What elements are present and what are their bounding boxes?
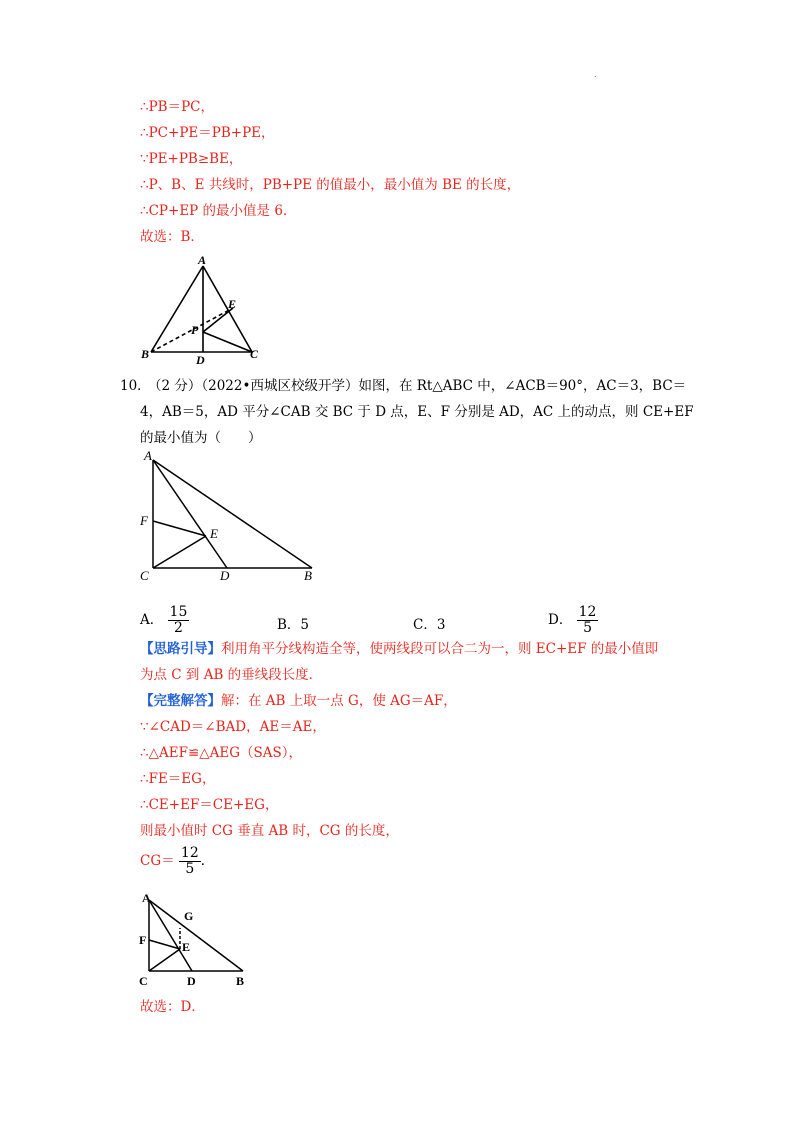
figure-triangle-abc-p bbox=[138, 252, 268, 367]
label-f: F bbox=[140, 513, 148, 528]
answer-line: ∵∠CAD＝∠BAD，AE＝AE， bbox=[140, 719, 326, 735]
page-marker: . bbox=[594, 70, 597, 79]
numerator: 12 bbox=[578, 604, 597, 620]
cg-prefix: CG＝ bbox=[140, 853, 175, 869]
final-choice: 故选：D． bbox=[140, 999, 205, 1015]
solution-line: ∴CP+EP 的最小值是 6． bbox=[140, 203, 297, 219]
label-g: G bbox=[184, 909, 194, 923]
question-line: 的最小值为（ ） bbox=[140, 430, 262, 446]
solution-line: ∵PE+PB≥BE， bbox=[140, 151, 243, 167]
label-c: C bbox=[140, 568, 149, 583]
option-d-label: D． bbox=[548, 612, 573, 628]
figure-solution bbox=[136, 888, 256, 990]
question-line: 4，AB＝5，AD 平分∠CAB 交 BC 于 D 点，E、F 分别是 AD，AC 上的动点，则 CE+EF bbox=[140, 404, 694, 420]
label-c: C bbox=[250, 347, 259, 361]
question-number: 10． bbox=[120, 378, 151, 394]
label-b: B bbox=[304, 568, 312, 583]
denominator: 5 bbox=[185, 861, 195, 877]
option-d[interactable] bbox=[548, 605, 598, 636]
label-a: A bbox=[142, 891, 151, 905]
hint-line: 为点 C 到 AB 的垂线段长度． bbox=[140, 667, 323, 683]
numerator: 12 bbox=[180, 845, 199, 861]
solution-line: ∴PC+PE＝PB+PE， bbox=[140, 125, 275, 141]
label-b: B bbox=[141, 347, 150, 361]
label-b: B bbox=[236, 974, 245, 988]
label-a: A bbox=[198, 253, 207, 267]
option-a-label: A． bbox=[140, 612, 164, 628]
label-d: D bbox=[196, 353, 205, 367]
denominator: 2 bbox=[174, 620, 183, 636]
cg-fraction bbox=[179, 846, 201, 877]
label-e: E bbox=[210, 526, 218, 541]
solution-line: 故选：B． bbox=[140, 229, 204, 245]
figure-right-triangle bbox=[136, 446, 326, 586]
solution-line: ∴PB＝PC， bbox=[140, 99, 215, 115]
hint-line bbox=[140, 640, 658, 658]
option-a-fraction bbox=[168, 605, 190, 636]
option-d-fraction bbox=[577, 605, 599, 636]
label-a: A bbox=[144, 448, 152, 463]
numerator: 15 bbox=[169, 604, 188, 620]
option-c[interactable]: C．3 bbox=[413, 617, 446, 633]
label-f: F bbox=[139, 933, 147, 947]
answer-line: ∴CE+EF＝CE+EG， bbox=[140, 797, 279, 813]
option-a[interactable] bbox=[140, 605, 189, 636]
answer-line bbox=[140, 692, 457, 710]
label-e: E bbox=[182, 940, 191, 954]
solution-line: ∴P、B、E 共线时，PB+PE 的值最小，最小值为 BE 的长度， bbox=[140, 177, 521, 193]
answer-line: ∴△AEF≌△AEG（SAS）， bbox=[140, 745, 303, 761]
label-d: D bbox=[187, 974, 196, 988]
cg-suffix: ． bbox=[200, 853, 215, 869]
option-b[interactable]: B．5 bbox=[277, 617, 310, 633]
hint-tag: 【思路引导】 bbox=[140, 641, 221, 657]
label-d: D bbox=[220, 568, 230, 583]
cg-result bbox=[140, 846, 214, 877]
answer-text: 解：在 AB 上取一点 G，使 AG＝AF， bbox=[221, 693, 457, 709]
label-p: P bbox=[191, 323, 199, 337]
answer-line: 则最小值时 CG 垂直 AB 时，CG 的长度， bbox=[140, 823, 399, 839]
answer-tag: 【完整解答】 bbox=[140, 693, 221, 709]
hint-text: 利用角平分线构造全等，使两线段可以合二为一，则 EC+EF 的最小值即 bbox=[221, 641, 659, 657]
question-line: （2 分）（2022•西城区校级开学）如图，在 Rt△ABC 中，∠ACB＝90°，AC＝3，BC＝ bbox=[148, 378, 687, 394]
answer-line: ∴FE＝EG， bbox=[140, 771, 216, 787]
denominator: 5 bbox=[583, 620, 592, 636]
label-c: C bbox=[139, 974, 148, 988]
label-e: E bbox=[228, 297, 237, 311]
